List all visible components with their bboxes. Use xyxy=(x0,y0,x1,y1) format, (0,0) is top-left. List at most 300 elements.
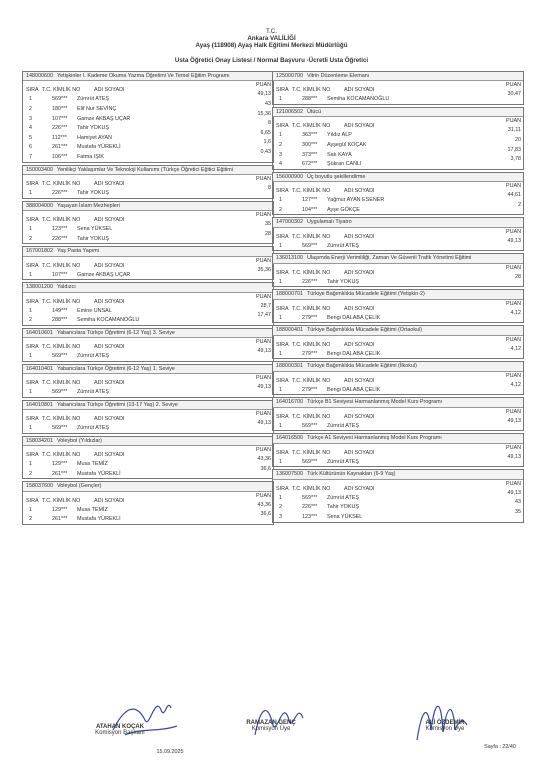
row-score: 49,13 xyxy=(257,384,271,391)
course-title: Ulaşımda Enerji Verimliliği, Zaman Ve Güvenli Trafik Yönetimi Eğitimi xyxy=(306,255,472,262)
table-row xyxy=(23,511,273,524)
row-number: 5 xyxy=(29,134,32,141)
col-puan-label: PUAN xyxy=(256,375,271,382)
row-score: 49,13 xyxy=(257,420,271,427)
row-name: Tahir YOKUŞ xyxy=(77,235,109,242)
row-tc-no: 569*** xyxy=(52,425,68,432)
table-row xyxy=(23,148,273,162)
col-sira-label: SIRA xyxy=(276,413,289,420)
table-row xyxy=(273,127,523,140)
row-name: Zümrüt ATEŞ xyxy=(327,494,359,501)
row-tc-no: 226*** xyxy=(52,235,68,242)
col-tc-label: T.C. KİMLİK NO xyxy=(292,413,331,420)
row-number: 3 xyxy=(29,115,32,122)
row-tc-no: 123*** xyxy=(302,513,318,520)
course-header xyxy=(273,362,523,371)
row-score: 31,11 xyxy=(507,127,521,134)
col-sira-label: SIRA xyxy=(26,262,39,269)
table-row xyxy=(23,139,273,152)
col-tc-label: T.C. KİMLİK NO xyxy=(42,262,81,269)
col-puan-label: PUAN xyxy=(506,300,521,307)
column-header-row xyxy=(23,446,273,459)
table-row xyxy=(23,266,273,280)
row-number: 2 xyxy=(279,142,282,148)
table-row xyxy=(273,237,523,251)
course-title: Yaldızcı xyxy=(56,284,76,291)
column-header-row xyxy=(273,444,523,457)
row-tc-no: 279*** xyxy=(302,386,318,393)
left-column xyxy=(22,71,274,527)
row-tc-no: 104*** xyxy=(302,206,318,213)
course-block xyxy=(22,201,274,245)
course-header xyxy=(23,482,273,491)
course-title: Türk Kültürünün Kaynakları (6-9 Yaş) xyxy=(306,471,396,478)
course-code: 138001200 xyxy=(26,284,53,291)
row-score: 36,6 xyxy=(260,511,271,518)
row-number: 1 xyxy=(29,389,32,396)
table-row xyxy=(23,420,273,433)
row-number: 1 xyxy=(29,225,32,232)
header-institution: Ayaş (118908) Ayaş Halk Eğitimi Merkezi Müdürlüğü xyxy=(195,42,348,49)
column-header-row xyxy=(23,338,273,351)
row-score: 35,36 xyxy=(257,266,271,273)
row-number: 1 xyxy=(29,425,32,432)
col-sira-label: SIRA xyxy=(276,233,289,240)
col-sira-label: SIRA xyxy=(26,452,39,459)
row-name: Gamze AKBAŞ UÇAR xyxy=(77,271,131,278)
col-puan-label: PUAN xyxy=(506,480,521,487)
row-name: Fatma IŞIK xyxy=(77,153,104,160)
table-row xyxy=(23,220,273,234)
course-code: 188000701 xyxy=(276,291,303,298)
course-title: Türkçe A1 Seviyesi Harmanlanmış Model Kurs Programı xyxy=(306,435,442,442)
col-sira-label: SIRA xyxy=(26,380,39,387)
row-number: 1 xyxy=(279,422,282,429)
row-tc-no: 129*** xyxy=(52,461,68,468)
row-tc-no: 107*** xyxy=(52,115,68,122)
course-block xyxy=(272,361,524,395)
col-ad-label: ADI SOYADI xyxy=(344,305,375,312)
col-tc-label: T.C. KİMLİK NO xyxy=(292,233,331,240)
course-header xyxy=(23,329,273,338)
row-number: 1 xyxy=(279,458,282,465)
row-tc-no: 226*** xyxy=(302,278,318,285)
course-header xyxy=(23,202,273,211)
col-tc-label: T.C. KİMLİK NO xyxy=(292,123,331,130)
row-name: Sena YÜKSEL xyxy=(77,225,113,232)
row-score: 4,12 xyxy=(510,309,521,316)
row-score: 43,36 xyxy=(257,456,271,463)
column-header-row xyxy=(23,293,273,306)
table-row xyxy=(273,201,523,215)
row-number: 3 xyxy=(279,151,282,158)
col-ad-label: ADI SOYADI xyxy=(344,87,375,94)
row-name: Elif Nur SEVİNÇ xyxy=(77,106,117,112)
col-sira-label: SIRA xyxy=(26,416,39,423)
row-number: 1 xyxy=(29,353,32,360)
row-tc-no: 129*** xyxy=(52,506,68,513)
column-header-row xyxy=(273,336,523,349)
row-name: Tahir YOKUŞ xyxy=(327,504,359,511)
col-puan-label: PUAN xyxy=(506,336,521,343)
row-score: 49,13 xyxy=(257,91,271,98)
course-header xyxy=(23,72,273,81)
col-puan-label: PUAN xyxy=(256,339,271,346)
table-row xyxy=(23,312,273,325)
table-row xyxy=(273,381,523,395)
col-ad-label: ADI SOYADI xyxy=(94,344,125,351)
course-block xyxy=(22,436,274,480)
signature-1 xyxy=(105,690,185,750)
row-name: Semiha KOCAMANOĞLU xyxy=(77,317,140,324)
col-puan-label: PUAN xyxy=(506,82,521,89)
course-code: 164016700 xyxy=(276,399,303,406)
row-tc-no: 288*** xyxy=(302,96,318,103)
signature-2-block xyxy=(221,720,321,732)
course-title: Türkiye Bağımlılıkla Mücadele Eğitimi (İlkokul) xyxy=(306,363,417,370)
row-number: 2 xyxy=(29,235,32,242)
col-ad-label: ADI SOYADI xyxy=(344,449,375,456)
row-name: Mustafa YÜREKLİ xyxy=(77,516,121,523)
col-ad-label: ADI SOYADI xyxy=(344,377,375,384)
course-code: 167001802 xyxy=(26,248,53,255)
row-score: 17,83 xyxy=(507,146,521,153)
row-number: 1 xyxy=(29,96,32,103)
course-code: 164010601 xyxy=(26,329,53,336)
row-number: 1 xyxy=(279,494,282,501)
row-number: 1 xyxy=(279,96,282,103)
col-ad-label: ADI SOYADI xyxy=(94,262,125,269)
col-ad-label: ADI SOYADI xyxy=(344,188,375,195)
row-name: Gamze AKBAŞ UÇAR xyxy=(77,115,131,122)
course-code: 158037600 xyxy=(26,483,53,490)
document-date: 15.09.2025 xyxy=(156,749,184,755)
col-ad-label: ADI SOYADI xyxy=(344,485,375,492)
row-number: 1 xyxy=(29,506,32,513)
table-row xyxy=(23,101,273,114)
row-score: 35 xyxy=(515,508,521,515)
course-code: 148000600 xyxy=(26,73,53,79)
table-row xyxy=(23,348,273,361)
column-header-row xyxy=(273,372,523,385)
col-ad-label: ADI SOYADI xyxy=(94,497,125,504)
col-sira-label: SIRA xyxy=(276,377,289,384)
row-score: 30,47 xyxy=(507,91,521,98)
row-tc-no: 107*** xyxy=(52,271,68,278)
course-header xyxy=(23,365,273,374)
row-name: Musa TEMİZ xyxy=(77,461,108,468)
table-row xyxy=(23,129,273,146)
row-score: 49,13 xyxy=(507,417,521,424)
row-tc-no: 279*** xyxy=(302,350,318,357)
table-row xyxy=(23,456,273,469)
row-name: Sena YÜKSEL xyxy=(327,513,363,520)
course-title: Vitrin Düzenleme Elemanı xyxy=(306,73,370,79)
row-number: 2 xyxy=(279,206,282,213)
course-title: Yabancılara Türkçe Öğretimi (6-12 Yaş) 3. Seviye xyxy=(56,329,175,336)
table-row xyxy=(273,489,523,506)
col-sira-label: SIRA xyxy=(276,269,289,276)
col-sira-label: SIRA xyxy=(26,216,39,223)
col-ad-label: ADI SOYADI xyxy=(94,416,125,423)
course-block xyxy=(22,364,274,398)
row-number: 1 xyxy=(29,271,32,278)
row-name: Tahir YOKUŞ xyxy=(77,189,109,196)
row-tc-no: 106*** xyxy=(52,153,68,160)
row-score: 43,36 xyxy=(257,501,271,508)
course-code: 156000900 xyxy=(276,173,303,180)
column-header-row xyxy=(273,264,523,277)
row-number: 1 xyxy=(29,307,32,314)
column-header-row xyxy=(23,492,273,505)
row-name: Yıldız ALP xyxy=(327,132,352,139)
course-code: 147000302 xyxy=(276,219,303,226)
course-block xyxy=(22,282,274,326)
table-row xyxy=(273,309,523,323)
page-number: Sayfa : 22/40 xyxy=(484,744,516,750)
table-row xyxy=(23,230,273,244)
col-sira-label: SIRA xyxy=(276,123,289,130)
col-tc-label: T.C. KİMLİK NO xyxy=(42,344,81,351)
col-tc-label: T.C. KİMLİK NO xyxy=(42,180,81,187)
row-tc-no: 112*** xyxy=(52,134,67,141)
table-row xyxy=(23,91,273,104)
col-ad-label: ADI SOYADI xyxy=(344,269,375,276)
col-sira-label: SIRA xyxy=(26,87,39,94)
col-puan-label: PUAN xyxy=(506,118,521,125)
row-number: 1 xyxy=(29,189,32,196)
table-row xyxy=(273,499,523,512)
col-puan-label: PUAN xyxy=(506,444,521,451)
row-name: Tahir YOKUŞ xyxy=(77,125,109,132)
col-tc-label: T.C. KİMLİK NO xyxy=(42,298,81,305)
col-tc-label: T.C. KİMLİK NO xyxy=(292,377,331,384)
row-score: 4,12 xyxy=(510,345,521,352)
course-header xyxy=(23,437,273,446)
row-score: 0,43 xyxy=(260,148,271,155)
row-number: 4 xyxy=(29,125,32,132)
course-block xyxy=(272,325,524,359)
course-title: Türkçe B1 Seviyesi Harmanlanmış Model Kurs Programı xyxy=(306,399,443,406)
signature-1-role: Komisyon Başkanı xyxy=(95,730,145,736)
row-name: Zümrüt ATEŞ xyxy=(77,389,109,396)
course-header xyxy=(273,470,523,479)
signature-3-name: ALİ ÖZDEMİR xyxy=(425,720,465,726)
col-tc-label: T.C. KİMLİK NO xyxy=(42,497,81,504)
row-tc-no: 569*** xyxy=(302,458,318,465)
row-score: 8 xyxy=(268,120,271,127)
row-tc-no: 569*** xyxy=(52,353,68,360)
course-block xyxy=(272,397,524,431)
course-block xyxy=(272,217,524,251)
row-number: 1 xyxy=(279,242,282,249)
col-tc-label: T.C. KİMLİK NO xyxy=(292,87,331,94)
header-list-title: Usta Öğretici Onay Listesi / Normal Başvuru -Ücretli Usta Öğretici xyxy=(174,57,369,64)
table-row xyxy=(273,156,523,169)
column-header-row xyxy=(273,300,523,313)
row-tc-no: 226*** xyxy=(52,125,68,132)
row-tc-no: 127*** xyxy=(302,197,318,204)
col-tc-label: T.C. KİMLİK NO xyxy=(292,449,331,456)
row-name: Zümrüt ATEŞ xyxy=(327,422,359,429)
row-number: 4 xyxy=(279,161,282,168)
col-tc-label: T.C. KİMLİK NO xyxy=(42,416,81,423)
table-row xyxy=(23,110,273,127)
col-puan-label: PUAN xyxy=(256,211,271,218)
row-number: 2 xyxy=(29,317,32,324)
table-row xyxy=(273,417,523,431)
col-ad-label: ADI SOYADI xyxy=(94,180,125,187)
row-score: 49,13 xyxy=(257,348,271,355)
course-block xyxy=(272,433,524,467)
row-number: 2 xyxy=(29,106,32,112)
row-number: 3 xyxy=(279,513,282,520)
col-ad-label: ADI SOYADI xyxy=(94,216,125,223)
row-name: Zümrüt ATEŞ xyxy=(77,353,109,360)
course-code: 164010801 xyxy=(26,401,53,408)
row-score: 28 xyxy=(515,273,521,280)
col-tc-label: T.C. KİMLİK NO xyxy=(42,87,81,94)
row-score: 6,65 xyxy=(260,129,271,136)
col-tc-label: T.C. KİMLİK NO xyxy=(292,305,331,312)
row-name: Hamiyet AYAN xyxy=(77,134,112,141)
col-tc-label: T.C. KİMLİK NO xyxy=(42,380,81,387)
header-tc: T.C. xyxy=(266,28,277,35)
course-header xyxy=(273,72,523,81)
row-score: 4,12 xyxy=(510,381,521,388)
column-header-row xyxy=(23,211,273,224)
col-ad-label: ADI SOYADI xyxy=(344,341,375,348)
col-puan-label: PUAN xyxy=(506,372,521,379)
course-block xyxy=(22,165,274,199)
col-sira-label: SIRA xyxy=(276,341,289,348)
row-number: 1 xyxy=(279,132,282,139)
course-block xyxy=(272,253,524,287)
column-header-row xyxy=(273,480,523,493)
course-code: 158034201 xyxy=(26,437,53,444)
course-header xyxy=(23,401,273,410)
course-title: Yaşayan İslam Mezhepleri xyxy=(56,202,120,209)
row-score: 49,13 xyxy=(507,453,521,460)
table-row xyxy=(273,508,523,522)
course-code: 150003400 xyxy=(26,166,53,173)
col-tc-label: T.C. KİMLİK NO xyxy=(42,452,81,459)
row-name: Şükran CANLI xyxy=(327,161,362,168)
col-ad-label: ADI SOYADI xyxy=(344,233,375,240)
table-row xyxy=(23,465,273,479)
signature-2-role: Komisyon Üye xyxy=(251,726,291,732)
table-row xyxy=(273,453,523,467)
column-header-row xyxy=(273,81,523,94)
course-block xyxy=(272,107,524,170)
row-name: Emine UNSAL xyxy=(77,307,112,314)
col-sira-label: SIRA xyxy=(276,188,289,195)
col-puan-label: PUAN xyxy=(256,411,271,418)
column-header-row xyxy=(23,257,273,270)
table-row xyxy=(273,146,523,163)
col-sira-label: SIRA xyxy=(276,87,289,94)
course-title: Yetişkinler I. Kademe Okuma Yazma Öğretimi Ve Temel Eğitim Programı xyxy=(56,73,230,79)
course-title: Türkiye Bağımlılıkla Mücadele Eğitimi (Ortaokul) xyxy=(306,327,423,334)
course-header xyxy=(273,218,523,227)
course-block xyxy=(22,328,274,362)
course-header xyxy=(273,326,523,335)
col-tc-label: T.C. KİMLİK NO xyxy=(292,188,331,195)
course-title: Yenilikçi Yaklaşımlar Ve Teknoloji Kullanımı (Türkçe Öğretici Eğitici Eğitimi xyxy=(56,166,233,173)
row-tc-no: 300*** xyxy=(302,142,318,148)
col-sira-label: SIRA xyxy=(26,344,39,351)
row-score: 17,47 xyxy=(257,312,271,319)
col-tc-label: T.C. KİMLİK NO xyxy=(292,341,331,348)
column-header-row xyxy=(273,117,523,130)
col-sira-label: SIRA xyxy=(26,180,39,187)
col-puan-label: PUAN xyxy=(506,183,521,190)
row-name: Bengi DALABA ÇELİK xyxy=(327,314,381,321)
row-number: 1 xyxy=(279,350,282,357)
course-block xyxy=(22,71,274,163)
row-name: Zümrüt ATEŞ xyxy=(327,242,359,249)
course-code: 136007500 xyxy=(276,471,303,478)
table-row xyxy=(273,345,523,359)
row-score: 15,36 xyxy=(257,110,271,117)
header-valilik: Ankara VALİLİĞİ xyxy=(247,35,296,42)
col-puan-label: PUAN xyxy=(506,228,521,235)
row-tc-no: 261*** xyxy=(52,516,68,523)
row-name: Zümrüt ATEŞ xyxy=(77,96,109,103)
course-title: Voleybol (Gençler) xyxy=(56,483,102,490)
table-row xyxy=(273,192,523,205)
row-number: 2 xyxy=(29,470,32,477)
row-number: 2 xyxy=(29,516,32,523)
row-score: 43 xyxy=(265,101,271,107)
course-block xyxy=(22,481,274,525)
col-tc-label: T.C. KİMLİK NO xyxy=(292,269,331,276)
col-puan-label: PUAN xyxy=(256,447,271,454)
table-row xyxy=(23,384,273,397)
course-title: Yaş Pasta Yapımı xyxy=(56,248,100,255)
row-score: 2 xyxy=(518,201,521,208)
column-header-row xyxy=(23,81,273,94)
course-header xyxy=(273,434,523,443)
row-number: 7 xyxy=(29,153,32,160)
course-header xyxy=(23,247,273,256)
table-row xyxy=(23,302,273,319)
signature-2-name: RAMAZAN GENÇ xyxy=(246,720,296,726)
course-header xyxy=(23,166,273,175)
row-tc-no: 363*** xyxy=(302,132,318,139)
row-score: 28,7 xyxy=(260,302,271,309)
col-sira-label: SIRA xyxy=(276,485,289,492)
col-ad-label: ADI SOYADI xyxy=(94,452,125,459)
row-score: 35 xyxy=(265,220,271,227)
col-puan-label: PUAN xyxy=(256,82,271,89)
row-name: Zümrüt ATEŞ xyxy=(77,425,109,432)
signature-3-block xyxy=(395,720,495,732)
row-score: 49,13 xyxy=(507,237,521,244)
column-header-row xyxy=(23,410,273,423)
col-puan-label: PUAN xyxy=(506,408,521,415)
row-tc-no: 569*** xyxy=(52,96,68,103)
row-name: Semiha KOCAMANOĞLU xyxy=(327,96,390,103)
row-name: Bengi DALABA ÇELİK xyxy=(327,350,381,357)
row-tc-no: 279*** xyxy=(302,314,318,321)
row-number: 1 xyxy=(279,197,282,204)
col-ad-label: ADI SOYADI xyxy=(94,87,125,94)
row-tc-no: 672*** xyxy=(302,161,318,168)
row-number: 1 xyxy=(279,278,282,285)
course-header xyxy=(273,173,523,182)
column-header-row xyxy=(273,408,523,421)
